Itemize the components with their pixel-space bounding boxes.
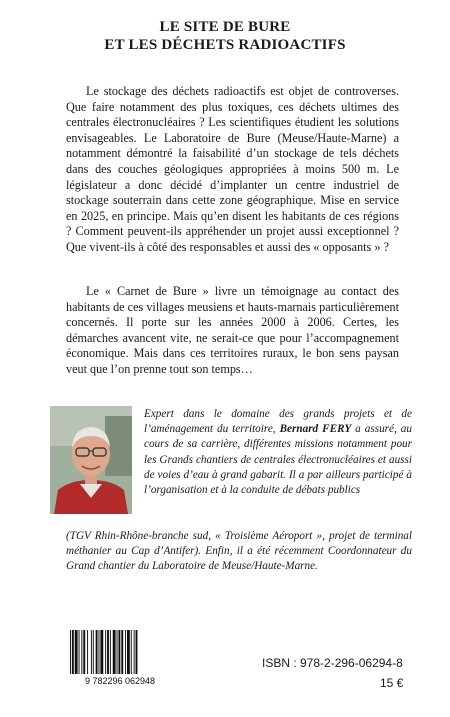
price: 15 €	[380, 676, 404, 690]
bio-text-2: a assuré, au cours de sa carrière, différentes missions notamment pour les Grands chantiers de centrales électronucléaires et aussi de voies d’eau à grand gabarit. Il a par ailleurs participé à l’organisation et à la conduite de débats publics	[144, 423, 412, 497]
isbn: ISBN : 978-2-296-06294-8	[262, 656, 403, 670]
bio-text-1: Expert dans le domaine des grands projets et de l’aménagement du territoire,	[144, 408, 412, 436]
title-line-2: ET LES DÉCHETS RADIOACTIFS	[104, 37, 346, 53]
author-bio	[144, 407, 412, 498]
author-bio-continued: (TGV Rhin-Rhône-branche sud, « Troisième Aéroport », projet de terminal méthanier au Cap d’Antifer). Enfin, il a été récemment Coordonnateur du Grand chantier du Laboratoire de Meuse/Haute-Marne.	[66, 530, 412, 573]
barcode-image	[62, 630, 178, 686]
barcode	[62, 630, 178, 686]
barcode-digits: 9 782296 062948	[84, 676, 156, 686]
author-photo	[50, 406, 132, 514]
summary-paragraph-2: Le « Carnet de Bure » livre un témoignage au contact des habitants de ces villages meusiens et hauts-marnais particulièrement concernés. Il porte sur les années 2000 à 2006. Certes, les démarches avancent vite, ne serait-ce que pour l’accompagnement économique. Mais dans ces territoires ruraux, le bon sens paysan veut que l’on prenne tout son temps…	[66, 284, 399, 376]
author-name: Bernard FERY	[279, 423, 352, 436]
title-line-1: LE SITE DE BURE	[159, 19, 291, 35]
book-title	[0, 18, 450, 54]
author-portrait-image	[50, 406, 132, 514]
summary-paragraph-1: Le stockage des déchets radioactifs est objet de controverses. Que faire notamment des plus toxiques, ces déchets ultimes des centrales électronucléaires ? Les scientifiques étudient les solutions envisageables. Le Laboratoire de Bure (Meuse/Haute-Marne) a notamment démontré la faisabilité d’un stockage de tels déchets dans des couches géologiques appropriées à moins 500 m. Le législateur a donc décidé d’implanter un centre industriel de stockage souterrain dans cette zone géographique. Mise en service en 2025, en principe. Mais qu’en disent les habitants de ces régions ? Comment peuvent-ils appréhender un projet aussi exceptionnel ? Que vivent-ils à côté des responsables et aussi des « opposants » ?	[66, 84, 399, 254]
